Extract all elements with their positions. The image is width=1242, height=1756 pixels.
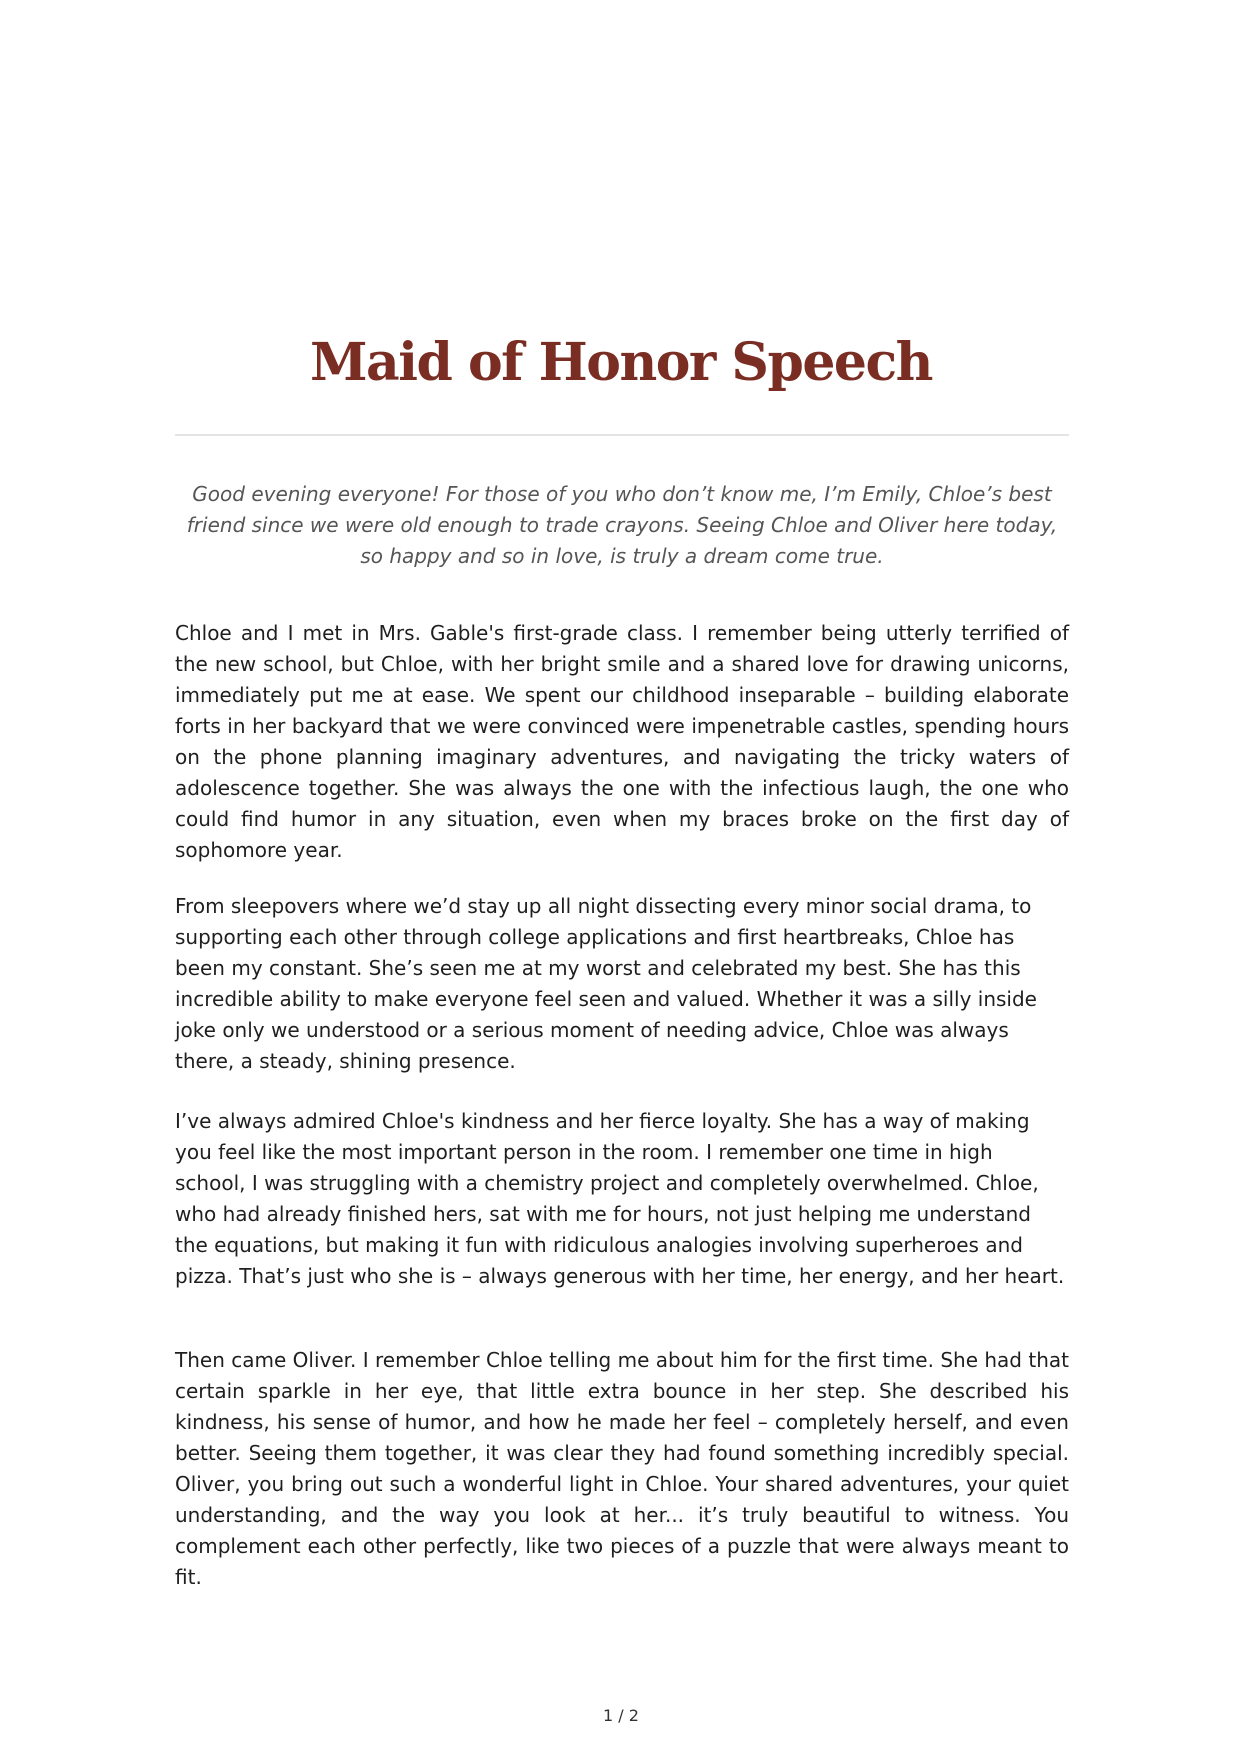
intro-paragraph: Good evening everyone! For those of you who don’t know me, I’m Emily, Chloe’s best friend since we were old enough to trade crayons. Seeing Chloe and Oliver here today, so happy and so in love, is truly a dream come true. — [186, 482, 1058, 568]
body-paragraph-4: Then came Oliver. I remember Chloe telling me about him for the first time. She had that certain sparkle in her eye, that little extra bounce in her step. She described his kindness, his sense of humor, and how he made her feel – completely herself, and even better. Seeing them together, it was clear they had found something incredibly special. Oliver, you bring out such a wonderful light in Chloe. Your shared adventures, your quiet understanding, and the way you look at her... it’s truly beautiful to witness. You complement each other perfectly, like two pieces of a puzzle that were always meant to fit. — [175, 1348, 1069, 1589]
body-paragraph-3: I’ve always admired Chloe's kindness and her fierce loyalty. She has a way of making you feel like the most important person in the room. I remember one time in high school, I was struggling with a chemistry project and completely overwhelmed. Chloe, who had already finished hers, sat with me for hours, not just helping me understand the equations, but making it fun with ridiculous analogies involving superheroes and pizza. That’s just who she is – always generous with her time, her energy, and her heart. — [175, 1109, 1065, 1288]
body-paragraph-1: Chloe and I met in Mrs. Gable's first-grade class. I remember being utterly terrified of the new school, but Chloe, with her bright smile and a shared love for drawing unicorns, immediately put me at ease. We spent our childhood inseparable – building elaborate forts in her backyard that we were convinced were impenetrable castles, spending hours on the phone planning imaginary adventures, and navigating the tricky waters of adolescence together. She was always the one with the infectious laugh, the one who could find humor in any situation, even when my braces broke on the first day of sophomore year. — [175, 621, 1069, 862]
body-paragraph-2: From sleepovers where we’d stay up all night dissecting every minor social drama, to supporting each other through college applications and first heartbreaks, Chloe has been my constant. She’s seen me at my worst and celebrated my best. She has this incredible ability to make everyone feel seen and valued. Whether it was a silly inside joke only we understood or a serious moment of needing advice, Chloe was always there, a steady, shining presence. — [175, 894, 1037, 1073]
page-number: 1 / 2 — [603, 1706, 639, 1725]
title-divider — [175, 434, 1069, 436]
page-title: Maid of Honor Speech — [310, 332, 932, 393]
